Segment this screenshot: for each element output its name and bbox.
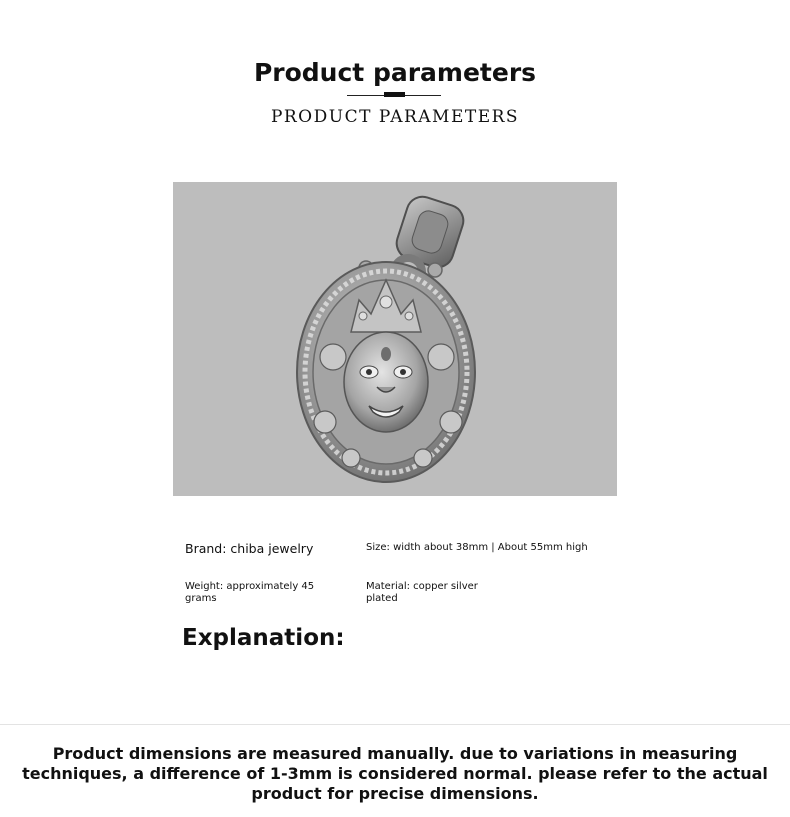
deity-face xyxy=(344,332,428,432)
product-photo xyxy=(173,182,617,496)
brand-parameter: Brand: chiba jewelry xyxy=(185,541,314,556)
explanation-heading: Explanation: xyxy=(182,625,345,651)
material-parameter: Material: copper silver plated xyxy=(366,581,478,604)
page-title: Product parameters xyxy=(253,58,537,87)
page-subtitle: PRODUCT PARAMETERS xyxy=(270,107,520,127)
weight-parameter: Weight: approximately 45 grams xyxy=(185,581,315,604)
size-parameter: Size: width about 38mm | About 55mm high xyxy=(366,542,588,553)
section-divider xyxy=(0,724,790,725)
pendant-illustration xyxy=(173,182,617,496)
measurement-note: Product dimensions are measured manually. due to variations in measuring techniques, a difference of 1-3mm is considered normal. please refer to the actual product for precise dimensions. xyxy=(22,744,768,803)
title-divider-accent xyxy=(384,92,405,97)
